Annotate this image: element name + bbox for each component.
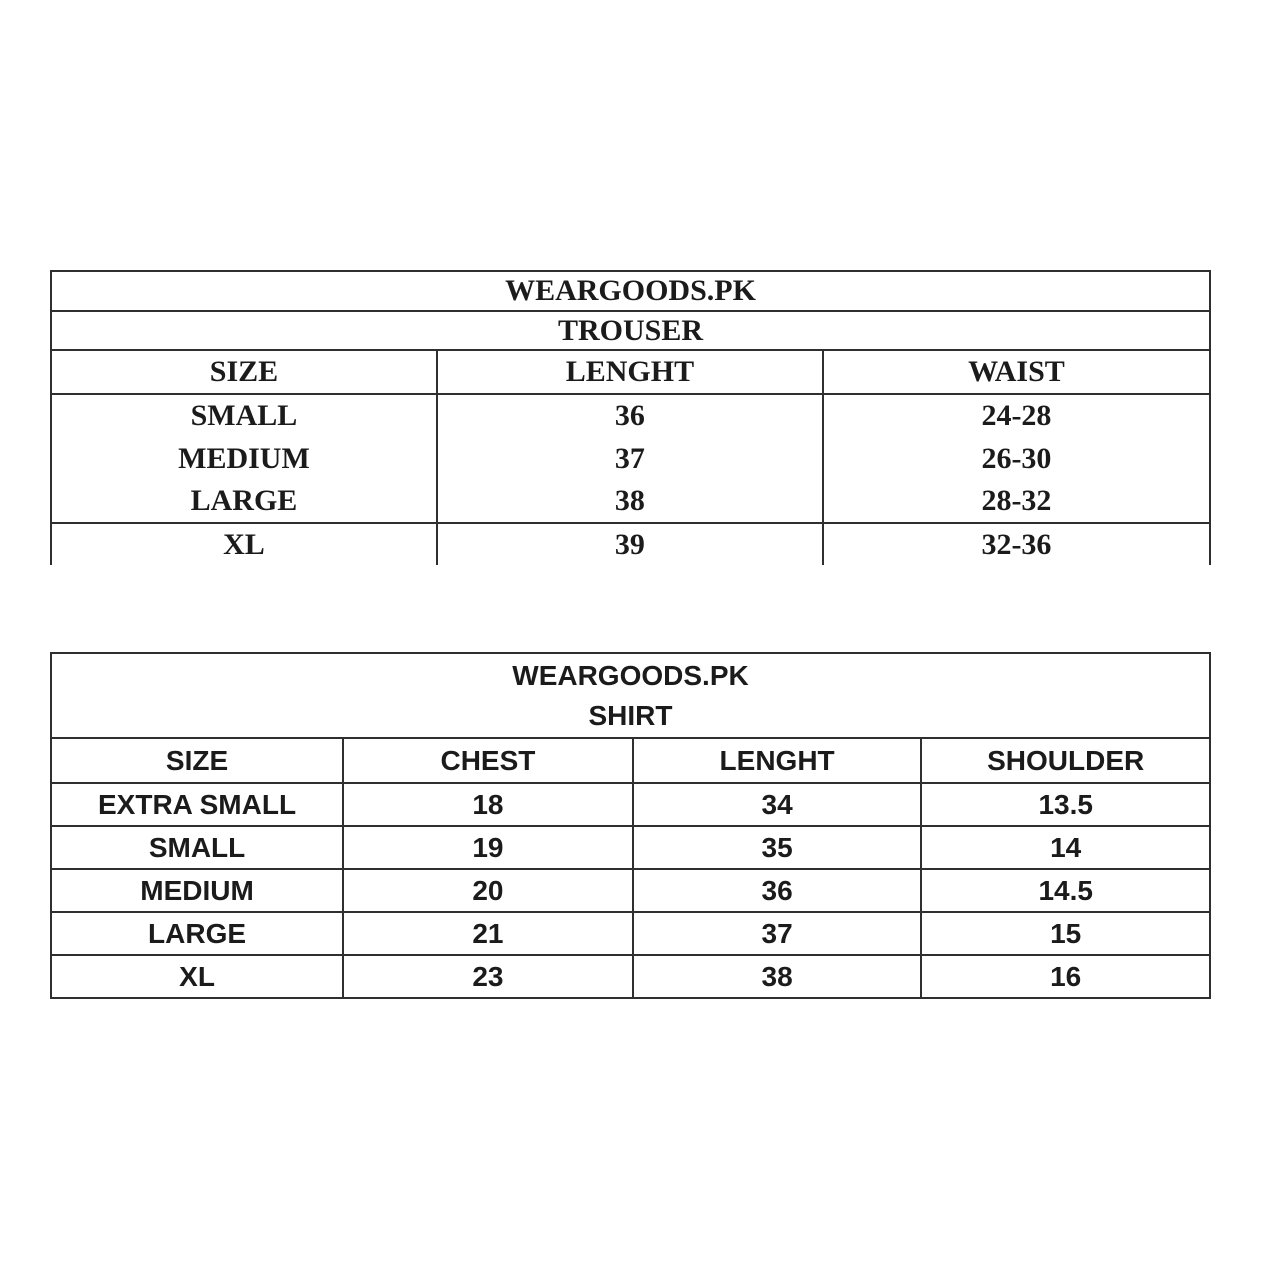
measurement-value-cell: 14.5: [921, 869, 1210, 912]
shirt-table-body: [51, 783, 1210, 998]
table-row: [51, 394, 1210, 437]
table-row: [51, 955, 1210, 998]
measurement-value-cell: 38: [437, 480, 823, 523]
measurement-value-cell: 35: [633, 826, 922, 869]
column-header-shoulder: SHOULDER: [921, 738, 1210, 783]
table-row: [51, 783, 1210, 826]
measurement-value-cell: 26-30: [823, 437, 1210, 480]
size-label-cell: MEDIUM: [178, 441, 310, 475]
measurement-value-cell: 16: [921, 955, 1210, 998]
column-header-lenght: LENGHT: [437, 350, 823, 394]
size-label-cell: LARGE: [51, 480, 437, 523]
measurement-value-cell: 37: [633, 912, 922, 955]
column-header-lenght: LENGHT: [633, 738, 922, 783]
measurement-value-cell: 34: [633, 783, 922, 826]
size-label-cell: SMALL: [51, 826, 343, 869]
measurement-value-cell: 20: [343, 869, 633, 912]
measurement-value-cell: 14: [921, 826, 1210, 869]
measurement-value-cell: 37: [437, 437, 823, 480]
table-row: [51, 912, 1210, 955]
measurement-value-cell: 39: [437, 523, 823, 565]
measurement-value-cell: 15: [921, 912, 1210, 955]
column-header-waist: WAIST: [823, 350, 1210, 394]
table-row: [51, 869, 1210, 912]
measurement-value-cell: 32-36: [823, 523, 1210, 565]
measurement-value-cell: 28-32: [823, 480, 1210, 523]
trouser-size-table: [50, 270, 1211, 565]
measurement-value-cell: 21: [343, 912, 633, 955]
size-label-cell: SMALL: [190, 399, 298, 432]
shirt-table-title-row: [51, 653, 1210, 738]
measurement-value-cell: 24-28: [823, 394, 1210, 437]
size-label-cell: LARGE: [51, 912, 343, 955]
measurement-value-cell: 19: [343, 826, 633, 869]
measurement-value-cell: 36: [437, 394, 823, 437]
trouser-table-subtitle-row: [51, 311, 1210, 350]
trouser-table-subtitle: TROUSER: [51, 311, 1210, 350]
shirt-table-title: WEARGOODS.PK: [512, 659, 749, 691]
trouser-table-header-row: [51, 350, 1210, 394]
table-row: [51, 826, 1210, 869]
measurement-value-cell: 23: [343, 955, 633, 998]
measurement-value-cell: 38: [633, 955, 922, 998]
size-label-cell: XL: [223, 527, 265, 561]
measurement-value-cell: 36: [633, 869, 922, 912]
table-row: [51, 437, 1210, 480]
column-header-chest: CHEST: [343, 738, 633, 783]
column-header-size: SIZE: [51, 350, 437, 394]
table-row: [51, 480, 1210, 523]
measurement-value-cell: 13.5: [921, 783, 1210, 826]
size-label-cell: MEDIUM: [51, 869, 343, 912]
trouser-table-title: WEARGOODS.PK: [51, 271, 1210, 311]
shirt-table-subtitle: SHIRT: [588, 699, 673, 731]
trouser-table-body: [51, 394, 1210, 565]
shirt-size-table: [50, 652, 1211, 999]
shirt-table-header-row: [51, 738, 1210, 783]
table-row: [51, 523, 1210, 565]
shirt-table-title-cell: [51, 653, 1210, 738]
column-header-size: SIZE: [51, 738, 343, 783]
measurement-value-cell: 18: [343, 783, 633, 826]
size-label-cell: XL: [179, 960, 215, 992]
trouser-table-title-row: [51, 271, 1210, 311]
size-label-cell: EXTRA SMALL: [51, 783, 343, 826]
